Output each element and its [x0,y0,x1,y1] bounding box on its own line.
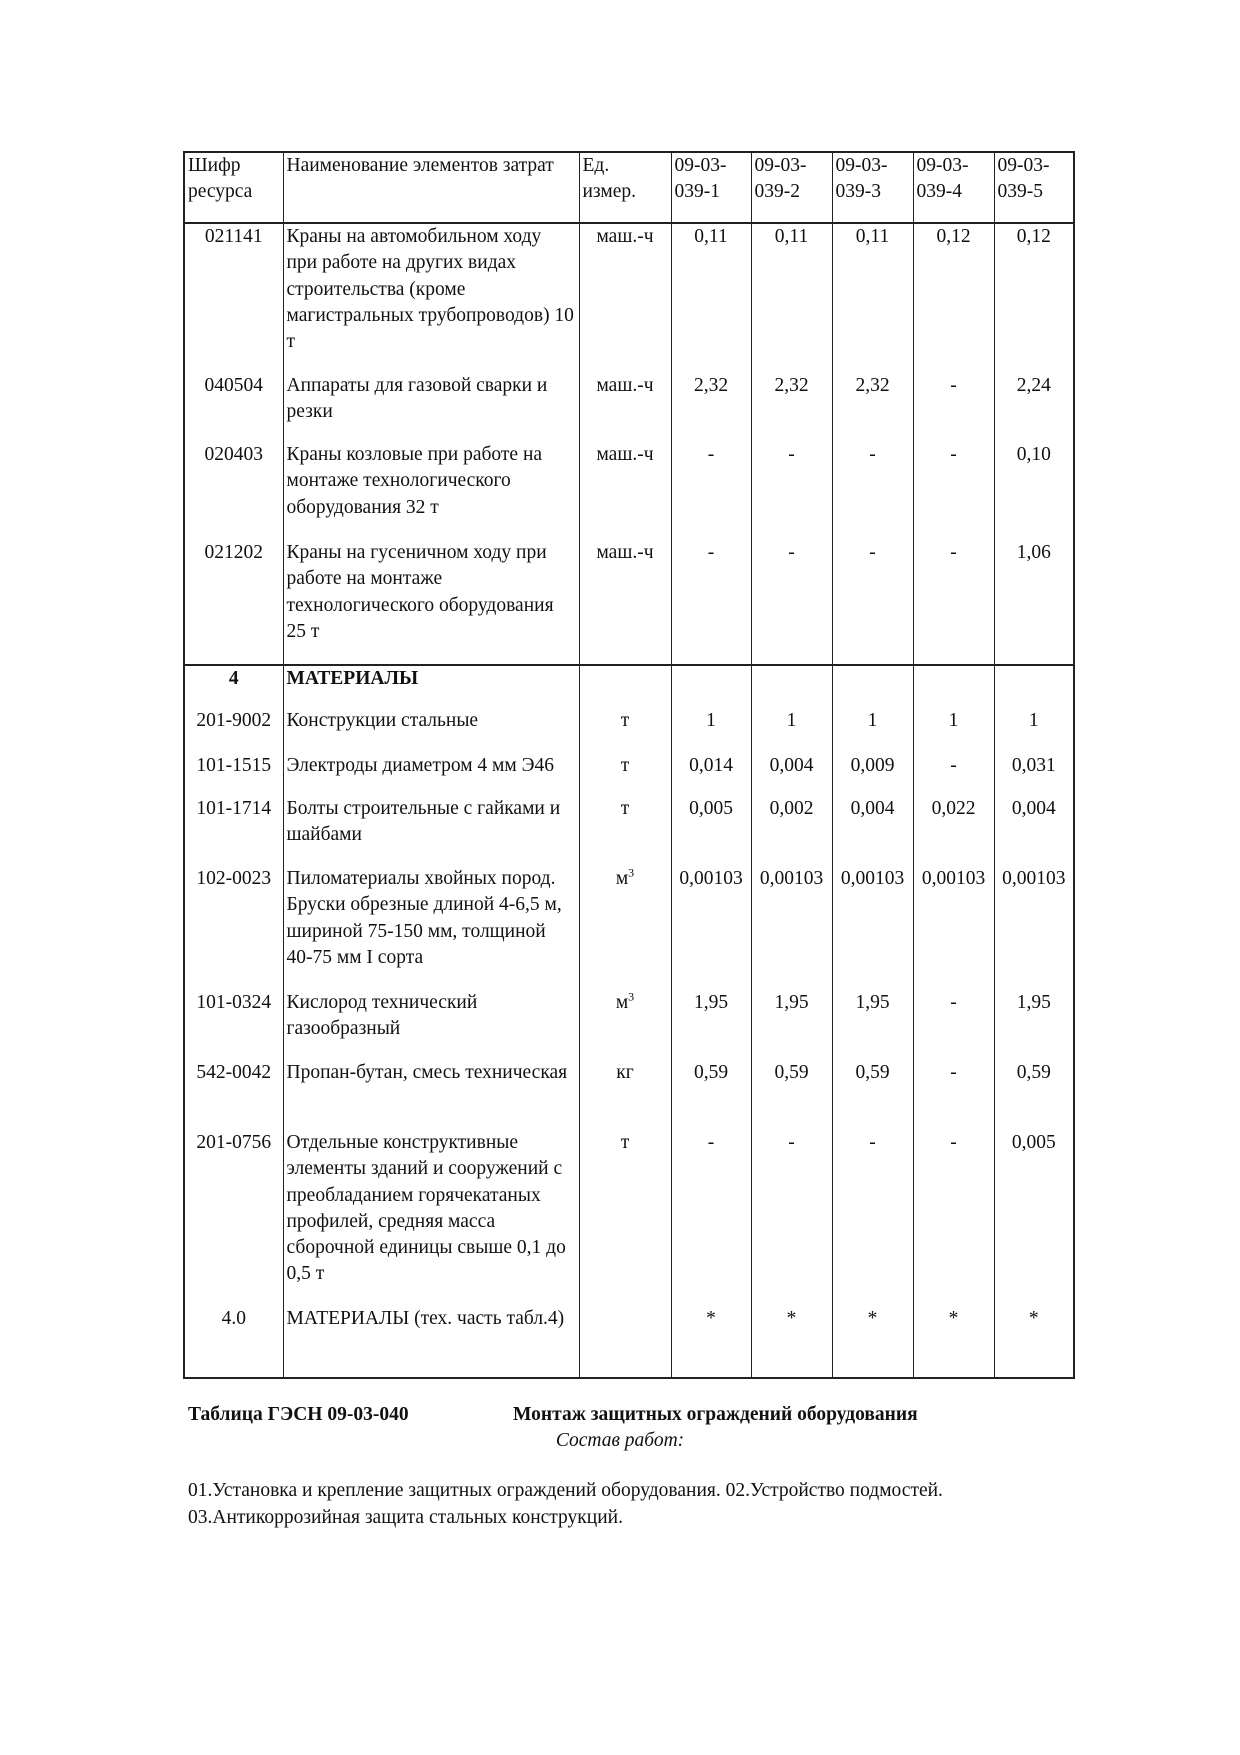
column-header-line: 09-03- [674,155,727,176]
value-cell [751,665,832,708]
resource-name-cell: Краны на автомобильном ходу при работе на других видах строительства (кроме магистральных трубопроводов) 10 т [283,223,579,373]
value-cell: 0,014 [671,753,751,796]
resource-code-cell: 542-0042 [184,1060,283,1130]
column-header-line: 09-03- [916,155,969,176]
value-cell: 0,00103 [751,866,832,990]
value-cell: 0,59 [994,1060,1074,1130]
value-cell: - [913,1130,994,1306]
column-header [751,152,832,223]
value-cell: 0,59 [751,1060,832,1130]
resource-code-cell: 4 [184,665,283,708]
unit-cell [579,1306,671,1378]
column-header [184,152,283,223]
next-table-title: Монтаж защитных ограждений оборудования [513,1404,918,1425]
value-cell: 1 [913,708,994,753]
resource-name-cell: Электроды диаметром 4 мм Э46 [283,753,579,796]
value-cell: 1 [751,708,832,753]
resource-name-cell: МАТЕРИАЛЫ (тех. часть табл.4) [283,1306,579,1378]
value-cell: * [994,1306,1074,1378]
section-row [184,665,1074,708]
value-cell: 2,32 [671,373,751,442]
value-cell: 0,002 [751,796,832,866]
column-header-line: 039-2 [754,181,800,203]
unit-text: м [615,992,629,1013]
value-cell [832,665,913,708]
unit-cell [579,753,671,796]
table-row [184,1306,1074,1378]
table-row [184,373,1074,442]
resource-code-cell: 020403 [184,442,283,540]
resource-name-cell: Пропан-бутан, смесь техническая [283,1060,579,1130]
column-header-line: Шифр [188,155,241,176]
unit-text: маш.-ч [596,375,654,396]
unit-cell [579,540,671,665]
unit-cell [579,990,671,1060]
value-cell: 0,00103 [671,866,751,990]
value-cell: - [913,990,994,1060]
value-cell: 0,11 [751,223,832,373]
column-header [671,152,751,223]
column-header-line: 039-4 [916,181,962,203]
column-header [579,152,671,223]
unit-text: м [615,868,629,889]
unit-text: т [620,755,630,776]
value-cell: 1 [832,708,913,753]
resource-code-cell: 201-9002 [184,708,283,753]
value-cell: 0,11 [671,223,751,373]
value-cell: * [671,1306,751,1378]
column-header [832,152,913,223]
value-cell: 0,004 [751,753,832,796]
resource-code-cell: 021202 [184,540,283,665]
unit-cell [579,1130,671,1306]
value-cell: - [913,442,994,540]
column-header-line: Ед. [582,155,610,176]
value-cell: 0,11 [832,223,913,373]
table-row [184,540,1074,665]
value-cell: - [832,442,913,540]
value-cell: - [913,373,994,442]
resource-name-cell: Аппараты для газовой сварки и резки [283,373,579,442]
value-cell: 0,59 [671,1060,751,1130]
resource-name-cell: Кислород технический газообразный [283,990,579,1060]
resource-code-cell: 4.0 [184,1306,283,1378]
column-header-line: 09-03- [754,155,807,176]
table-row [184,753,1074,796]
value-cell: 0,004 [994,796,1074,866]
table-row [184,866,1074,990]
next-table-label: Таблица ГЭСН 09-03-040 [188,1404,409,1425]
value-cell: 1,95 [832,990,913,1060]
unit-cell [579,442,671,540]
unit-cell [579,665,671,708]
value-cell [994,665,1074,708]
value-cell: 1 [671,708,751,753]
value-cell: * [751,1306,832,1378]
value-cell: 2,32 [832,373,913,442]
value-cell: - [671,540,751,665]
value-cell: - [913,540,994,665]
value-cell: 0,004 [832,796,913,866]
unit-text: т [620,1132,630,1153]
table-row [184,223,1074,373]
value-cell: 1 [994,708,1074,753]
resource-code-cell: 102-0023 [184,866,283,990]
column-header-line: 09-03- [835,155,888,176]
unit-cell [579,223,671,373]
resource-code-cell: 201-0756 [184,1130,283,1306]
unit-cell [579,866,671,990]
value-cell [671,665,751,708]
resource-name-cell: Краны козловые при работе на монтаже технологического оборудования 32 т [283,442,579,540]
value-cell [913,665,994,708]
unit-text: кг [616,1062,634,1083]
value-cell: 0,009 [832,753,913,796]
value-cell: 1,95 [671,990,751,1060]
value-cell: 0,022 [913,796,994,866]
value-cell: 0,12 [994,223,1074,373]
value-cell: - [913,753,994,796]
table-header-row [184,152,1074,223]
table-row [184,442,1074,540]
table-row [184,1060,1074,1130]
value-cell: 0,12 [913,223,994,373]
unit-superscript: 3 [628,865,635,880]
value-cell: - [751,1130,832,1306]
value-cell: - [832,1130,913,1306]
composition-line-2: 03.Антикоррозийная защита стальных конструкций. [188,1507,623,1528]
unit-cell [579,796,671,866]
unit-text: т [620,798,630,819]
column-header [913,152,994,223]
unit-cell [579,1060,671,1130]
resource-code-cell: 101-1515 [184,753,283,796]
column-header-line: 039-1 [674,181,720,203]
unit-text: т [620,710,630,731]
unit-superscript: 3 [628,989,635,1004]
resource-name-cell: МАТЕРИАЛЫ [283,665,579,708]
unit-cell [579,373,671,442]
resource-name-cell: Болты строительные с гайками и шайбами [283,796,579,866]
composition-label: Состав работ: [555,1430,685,1451]
column-header [283,152,579,223]
resource-code-cell: 040504 [184,373,283,442]
value-cell: 1,95 [994,990,1074,1060]
resource-name-cell: Отдельные конструктивные элементы зданий и сооружений с преобладанием горячекатаных профилей, средняя масса сборочной единицы свыше 0,1 до 0,5 т [283,1130,579,1306]
table-row [184,796,1074,866]
composition-line-1: 01.Установка и крепление защитных ограждений оборудования. 02.Устройство подмостей. [188,1480,943,1501]
value-cell: 0,005 [671,796,751,866]
column-header-line: Наименование элементов затрат [286,155,554,176]
value-cell: 0,10 [994,442,1074,540]
table-row [184,990,1074,1060]
value-cell: - [751,442,832,540]
table-row [184,1130,1074,1306]
resource-table [183,151,1075,1379]
column-header-line [287,179,576,205]
value-cell: - [671,442,751,540]
resource-name-cell: Краны на гусеничном ходу при работе на монтаже технологического оборудования 25 т [283,540,579,665]
value-cell: * [913,1306,994,1378]
table-row [184,708,1074,753]
value-cell: 0,005 [994,1130,1074,1306]
value-cell: - [751,540,832,665]
value-cell: 1,95 [751,990,832,1060]
column-header [994,152,1074,223]
value-cell: - [913,1060,994,1130]
value-cell: 0,00103 [832,866,913,990]
value-cell: 0,031 [994,753,1074,796]
column-header-line: 09-03- [997,155,1050,176]
resource-code-cell: 101-1714 [184,796,283,866]
resource-name-cell: Конструкции стальные [283,708,579,753]
unit-cell [579,708,671,753]
resource-code-cell: 021141 [184,223,283,373]
column-header-line: 039-3 [835,181,881,203]
resource-name-cell: Пиломатериалы хвойных пород. Бруски обрезные длиной 4-6,5 м, шириной 75-150 мм, толщиной 40-75 мм I сорта [283,866,579,990]
column-header-line: измер. [582,181,636,203]
column-header-line: ресурса [188,181,253,203]
value-cell: 0,00103 [994,866,1074,990]
column-header-line: 039-5 [997,181,1043,203]
value-cell: 1,06 [994,540,1074,665]
value-cell: * [832,1306,913,1378]
unit-text: маш.-ч [596,226,654,247]
value-cell: 2,24 [994,373,1074,442]
value-cell: 2,32 [751,373,832,442]
unit-text: маш.-ч [596,444,654,465]
unit-text: маш.-ч [596,542,654,563]
value-cell: 0,59 [832,1060,913,1130]
value-cell: 0,00103 [913,866,994,990]
value-cell: - [671,1130,751,1306]
resource-code-cell: 101-0324 [184,990,283,1060]
value-cell: - [832,540,913,665]
